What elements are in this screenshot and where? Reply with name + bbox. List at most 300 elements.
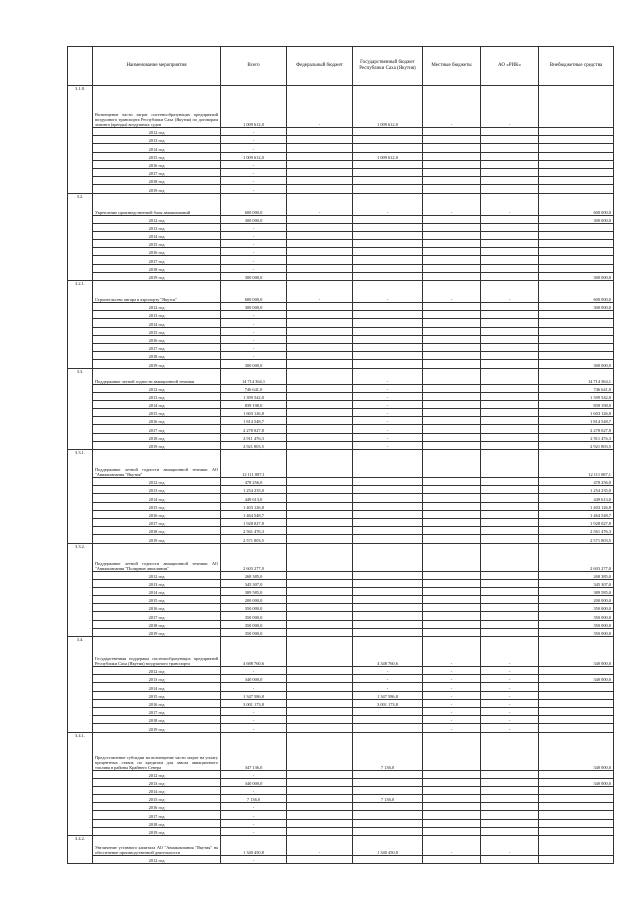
- value-total: -: [221, 716, 287, 724]
- year-row: [68, 417, 614, 425]
- value-local: [423, 628, 481, 636]
- year-label: 2018 год: [93, 819, 221, 827]
- value-local: [423, 392, 481, 400]
- section-name: Поддержание летной годности авиационной техники АО "Авиакомпания "Полярные авиалинии": [93, 543, 221, 571]
- year-row: [68, 724, 614, 732]
- value-offbudget: [539, 803, 614, 811]
- value-total: -: [221, 136, 287, 144]
- value-federal: [287, 494, 353, 502]
- year-label: 2012 год: [93, 128, 221, 136]
- section-row: [68, 281, 614, 303]
- value-local: [423, 177, 481, 185]
- section-name: Поддержание летной годности авиационной техники АО "Авиакомпания "Якутия": [93, 450, 221, 478]
- value-federal: [287, 450, 353, 478]
- year-row: [68, 494, 614, 502]
- year-label: 2014 год: [93, 231, 221, 239]
- year-label: 2012 год: [93, 384, 221, 392]
- value-offbudget: 350 000,0: [539, 628, 614, 636]
- header-num: [68, 47, 93, 86]
- year-label: 2014 год: [93, 319, 221, 327]
- year-label: 2013 год: [93, 778, 221, 786]
- value-republic: [353, 264, 423, 272]
- value-offbudget: [539, 699, 614, 707]
- value-federal: [287, 827, 353, 835]
- value-offbudget: 12 111 087,1: [539, 450, 614, 478]
- year-label: 2017 год: [93, 612, 221, 620]
- value-rik: -: [481, 724, 539, 732]
- section-row: [68, 543, 614, 571]
- year-label: 2019 год: [93, 441, 221, 449]
- value-local: [423, 535, 481, 543]
- value-total: 345 307,0: [221, 579, 287, 587]
- section-number: 3.4.: [68, 637, 93, 733]
- value-republic: [353, 231, 423, 239]
- value-republic: 7 136,0: [353, 732, 423, 770]
- year-label: 2016 год: [93, 803, 221, 811]
- value-federal: [287, 248, 353, 256]
- value-rik: [481, 400, 539, 408]
- value-offbudget: [539, 319, 614, 327]
- year-row: [68, 628, 614, 636]
- year-label: 2015 год: [93, 327, 221, 335]
- section-row: [68, 193, 614, 215]
- value-republic: 1 009 612,0: [353, 152, 423, 160]
- value-offbudget: [539, 691, 614, 699]
- value-offbudget: 600 000,0: [539, 281, 614, 303]
- value-rik: [481, 352, 539, 360]
- value-offbudget: 300 000,0: [539, 303, 614, 311]
- value-republic: 4 348 760,6: [353, 637, 423, 667]
- year-row: [68, 319, 614, 327]
- value-total: 1 403 126,8: [221, 502, 287, 510]
- value-rik: [481, 335, 539, 343]
- value-rik: -: [481, 699, 539, 707]
- value-rik: [481, 248, 539, 256]
- value-federal: [287, 518, 353, 526]
- value-rik: [481, 494, 539, 502]
- section-name: Увеличение уставного капитала АО "Авиакомпания "Якутия" на обеспечение производственной деятельности: [93, 836, 221, 856]
- value-offbudget: [539, 240, 614, 248]
- value-local: -: [423, 675, 481, 683]
- value-rik: [481, 136, 539, 144]
- value-total: 1 603 126,8: [221, 409, 287, 417]
- value-rik: [481, 732, 539, 770]
- value-offbudget: 839 198,0: [539, 400, 614, 408]
- value-local: [423, 264, 481, 272]
- year-row: [68, 144, 614, 152]
- year-row: [68, 675, 614, 683]
- value-total: -: [221, 231, 287, 239]
- value-federal: [287, 571, 353, 579]
- value-rik: -: [481, 683, 539, 691]
- value-federal: -: [287, 836, 353, 856]
- value-total: -: [221, 256, 287, 264]
- value-rik: [481, 425, 539, 433]
- value-federal: [287, 343, 353, 351]
- value-rik: [481, 272, 539, 280]
- value-local: [423, 433, 481, 441]
- value-total: -: [221, 177, 287, 185]
- value-federal: [287, 604, 353, 612]
- value-total: 2 561 476,3: [221, 527, 287, 535]
- value-federal: [287, 856, 353, 864]
- value-total: -: [221, 335, 287, 343]
- year-label: 2012 год: [93, 478, 221, 486]
- header-federal: Федеральный бюджет: [287, 47, 353, 86]
- value-total: -: [221, 160, 287, 168]
- value-total: -: [221, 240, 287, 248]
- value-rik: [481, 441, 539, 449]
- value-federal: [287, 152, 353, 160]
- value-offbudget: [539, 770, 614, 778]
- year-label: 2013 год: [93, 579, 221, 587]
- value-republic: [353, 518, 423, 526]
- value-federal: [287, 136, 353, 144]
- year-label: 2012 год: [93, 856, 221, 864]
- value-total: 200 000,0: [221, 596, 287, 604]
- value-local: [423, 612, 481, 620]
- value-total: 350 000,0: [221, 620, 287, 628]
- section-number: 3.4.2.: [68, 836, 93, 864]
- value-offbudget: 600 000,0: [539, 193, 614, 215]
- value-local: [423, 571, 481, 579]
- value-federal: [287, 716, 353, 724]
- value-rik: -: [481, 675, 539, 683]
- value-rik: [481, 450, 539, 478]
- value-republic: [353, 527, 423, 535]
- value-local: [423, 231, 481, 239]
- year-label: 2019 год: [93, 185, 221, 193]
- year-row: [68, 604, 614, 612]
- value-total: -: [221, 128, 287, 136]
- value-rik: [481, 256, 539, 264]
- value-offbudget: 2 571 803,5: [539, 535, 614, 543]
- value-local: -: [423, 699, 481, 707]
- year-row: [68, 400, 614, 408]
- value-local: [423, 827, 481, 835]
- value-rik: [481, 360, 539, 368]
- value-total: 300 000,0: [221, 303, 287, 311]
- value-total: -: [221, 856, 287, 864]
- year-label: 2015 год: [93, 152, 221, 160]
- value-total: 478 256,0: [221, 478, 287, 486]
- value-rik: [481, 579, 539, 587]
- value-local: [423, 223, 481, 231]
- value-republic: [353, 256, 423, 264]
- year-label: 2016 год: [93, 335, 221, 343]
- section-row: [68, 637, 614, 667]
- value-rik: [481, 409, 539, 417]
- section-number: 3.2.1.: [68, 281, 93, 369]
- value-offbudget: 1 403 126,8: [539, 502, 614, 510]
- year-row: [68, 384, 614, 392]
- value-rik: [481, 827, 539, 835]
- year-row: [68, 303, 614, 311]
- year-label: 2015 год: [93, 502, 221, 510]
- value-total: -: [221, 827, 287, 835]
- value-federal: [287, 510, 353, 518]
- value-republic: [353, 620, 423, 628]
- value-offbudget: 1 603 126,8: [539, 409, 614, 417]
- value-rik: [481, 856, 539, 864]
- value-federal: [287, 335, 353, 343]
- value-federal: [287, 612, 353, 620]
- value-local: [423, 417, 481, 425]
- value-federal: [287, 400, 353, 408]
- value-local: -: [423, 193, 481, 215]
- year-row: [68, 231, 614, 239]
- value-republic: -: [353, 392, 423, 400]
- value-rik: -: [481, 667, 539, 675]
- value-rik: [481, 571, 539, 579]
- value-offbudget: 300 000,0: [539, 215, 614, 223]
- value-local: [423, 144, 481, 152]
- year-row: [68, 579, 614, 587]
- section-row: [68, 836, 614, 856]
- value-republic: [353, 160, 423, 168]
- value-offbudget: [539, 152, 614, 160]
- value-republic: [353, 223, 423, 231]
- section-row: [68, 450, 614, 478]
- value-rik: [481, 223, 539, 231]
- value-republic: -: [353, 433, 423, 441]
- year-label: 2014 год: [93, 587, 221, 595]
- value-offbudget: [539, 716, 614, 724]
- value-offbudget: [539, 256, 614, 264]
- value-total: 7 136,0: [221, 795, 287, 803]
- value-offbudget: [539, 836, 614, 856]
- value-total: -: [221, 667, 287, 675]
- year-row: [68, 527, 614, 535]
- value-rik: [481, 160, 539, 168]
- value-federal: [287, 409, 353, 417]
- value-total: 350 000,0: [221, 612, 287, 620]
- value-rik: [481, 144, 539, 152]
- section-number: 3.3.: [68, 368, 93, 450]
- value-federal: [287, 795, 353, 803]
- value-local: [423, 185, 481, 193]
- value-local: [423, 215, 481, 223]
- value-offbudget: [539, 352, 614, 360]
- table-header-row: [68, 47, 614, 86]
- year-row: [68, 327, 614, 335]
- year-row: [68, 425, 614, 433]
- year-row: [68, 620, 614, 628]
- value-federal: [287, 327, 353, 335]
- value-offbudget: [539, 707, 614, 715]
- value-republic: [353, 716, 423, 724]
- year-label: 2014 год: [93, 144, 221, 152]
- section-row: [68, 732, 614, 770]
- value-offbudget: [539, 811, 614, 819]
- value-local: [423, 168, 481, 176]
- value-rik: [481, 343, 539, 351]
- value-republic: [353, 819, 423, 827]
- year-row: [68, 786, 614, 794]
- value-federal: [287, 185, 353, 193]
- value-rik: [481, 368, 539, 384]
- year-label: 2013 год: [93, 311, 221, 319]
- year-row: [68, 441, 614, 449]
- value-federal: [287, 168, 353, 176]
- value-federal: [287, 486, 353, 494]
- value-local: [423, 248, 481, 256]
- value-local: [423, 384, 481, 392]
- value-rik: [481, 786, 539, 794]
- section-name: Возмещение части затрат системообразующих предприятий воздушного транспорта Республики Саха (Якутия) по договорам лизинга (аренды) воздушных судов: [93, 86, 221, 128]
- year-label: 2016 год: [93, 417, 221, 425]
- header-local: Местные бюджеты: [423, 47, 481, 86]
- value-rik: [481, 311, 539, 319]
- value-federal: [287, 441, 353, 449]
- value-offbudget: 449 613,0: [539, 494, 614, 502]
- value-total: 746 641,0: [221, 384, 287, 392]
- year-label: 2019 год: [93, 724, 221, 732]
- year-label: 2019 год: [93, 272, 221, 280]
- value-local: -: [423, 281, 481, 303]
- value-federal: [287, 425, 353, 433]
- value-republic: [353, 770, 423, 778]
- year-row: [68, 248, 614, 256]
- value-rik: [481, 535, 539, 543]
- value-rik: [481, 811, 539, 819]
- value-offbudget: 340 000,0: [539, 637, 614, 667]
- value-offbudget: [539, 177, 614, 185]
- year-label: 2018 год: [93, 433, 221, 441]
- value-local: [423, 803, 481, 811]
- value-rik: [481, 778, 539, 786]
- value-local: [423, 786, 481, 794]
- value-federal: [287, 732, 353, 770]
- value-total: 4 688 760,6: [221, 637, 287, 667]
- value-total: 350 000,0: [221, 628, 287, 636]
- year-row: [68, 683, 614, 691]
- year-label: 2016 год: [93, 248, 221, 256]
- year-label: 2012 год: [93, 770, 221, 778]
- value-republic: [353, 185, 423, 193]
- value-rik: -: [481, 707, 539, 715]
- value-total: -: [221, 786, 287, 794]
- value-local: [423, 543, 481, 571]
- value-republic: [353, 168, 423, 176]
- year-label: 2015 год: [93, 409, 221, 417]
- year-row: [68, 587, 614, 595]
- value-republic: [353, 786, 423, 794]
- value-local: -: [423, 691, 481, 699]
- value-rik: -: [481, 193, 539, 215]
- value-federal: [287, 160, 353, 168]
- value-federal: [287, 527, 353, 535]
- value-local: [423, 160, 481, 168]
- value-offbudget: [539, 86, 614, 128]
- year-row: [68, 502, 614, 510]
- year-label: 2012 год: [93, 303, 221, 311]
- year-row: [68, 667, 614, 675]
- year-label: 2017 год: [93, 256, 221, 264]
- value-total: 300 000,0: [221, 215, 287, 223]
- year-row: [68, 352, 614, 360]
- year-row: [68, 272, 614, 280]
- value-republic: [353, 343, 423, 351]
- value-republic: [353, 604, 423, 612]
- value-federal: [287, 417, 353, 425]
- section-number: 3.4.1.: [68, 732, 93, 836]
- value-offbudget: 300 000,0: [539, 272, 614, 280]
- value-offbudget: 1 254 235,0: [539, 486, 614, 494]
- value-local: -: [423, 637, 481, 667]
- value-rik: [481, 168, 539, 176]
- year-row: [68, 707, 614, 715]
- value-rik: [481, 819, 539, 827]
- value-federal: [287, 215, 353, 223]
- value-local: [423, 360, 481, 368]
- value-total: 347 136,0: [221, 732, 287, 770]
- value-total: -: [221, 311, 287, 319]
- year-row: [68, 185, 614, 193]
- value-local: [423, 256, 481, 264]
- value-total: 1 009 612,0: [221, 152, 287, 160]
- value-republic: -: [353, 281, 423, 303]
- value-local: [423, 770, 481, 778]
- value-federal: [287, 303, 353, 311]
- value-republic: -: [353, 368, 423, 384]
- value-republic: [353, 128, 423, 136]
- value-local: [423, 240, 481, 248]
- value-total: 340 000,0: [221, 778, 287, 786]
- value-republic: -: [353, 409, 423, 417]
- value-total: 1 340 450,8: [221, 836, 287, 856]
- year-label: 2017 год: [93, 425, 221, 433]
- value-local: [423, 311, 481, 319]
- value-total: 600 000,0: [221, 193, 287, 215]
- value-offbudget: [539, 248, 614, 256]
- section-name: Предоставление субсидии на возмещение части затрат на уплату процентных ставок по кредитам для завоза авиационного топлива в районы Крайнего Севера: [93, 732, 221, 770]
- year-row: [68, 827, 614, 835]
- value-republic: -: [353, 384, 423, 392]
- value-total: 2 603 277,0: [221, 543, 287, 571]
- value-local: [423, 272, 481, 280]
- value-local: [423, 368, 481, 384]
- value-rik: -: [481, 281, 539, 303]
- year-label: 2018 год: [93, 527, 221, 535]
- year-label: 2014 год: [93, 786, 221, 794]
- value-republic: [353, 144, 423, 152]
- value-republic: [353, 319, 423, 327]
- value-total: 350 000,0: [221, 604, 287, 612]
- value-federal: [287, 272, 353, 280]
- value-rik: [481, 620, 539, 628]
- value-federal: [287, 311, 353, 319]
- value-federal: [287, 240, 353, 248]
- value-federal: [287, 231, 353, 239]
- value-total: 839 198,0: [221, 400, 287, 408]
- value-rik: [481, 478, 539, 486]
- year-row: [68, 803, 614, 811]
- value-rik: [481, 543, 539, 571]
- value-offbudget: [539, 128, 614, 136]
- year-label: 2017 год: [93, 518, 221, 526]
- value-total: 300 000,0: [221, 360, 287, 368]
- value-federal: [287, 319, 353, 327]
- value-federal: [287, 535, 353, 543]
- year-row: [68, 699, 614, 707]
- value-total: 12 111 087,1: [221, 450, 287, 478]
- value-local: -: [423, 86, 481, 128]
- value-offbudget: [539, 264, 614, 272]
- value-republic: [353, 707, 423, 715]
- value-federal: [287, 543, 353, 571]
- value-rik: [481, 604, 539, 612]
